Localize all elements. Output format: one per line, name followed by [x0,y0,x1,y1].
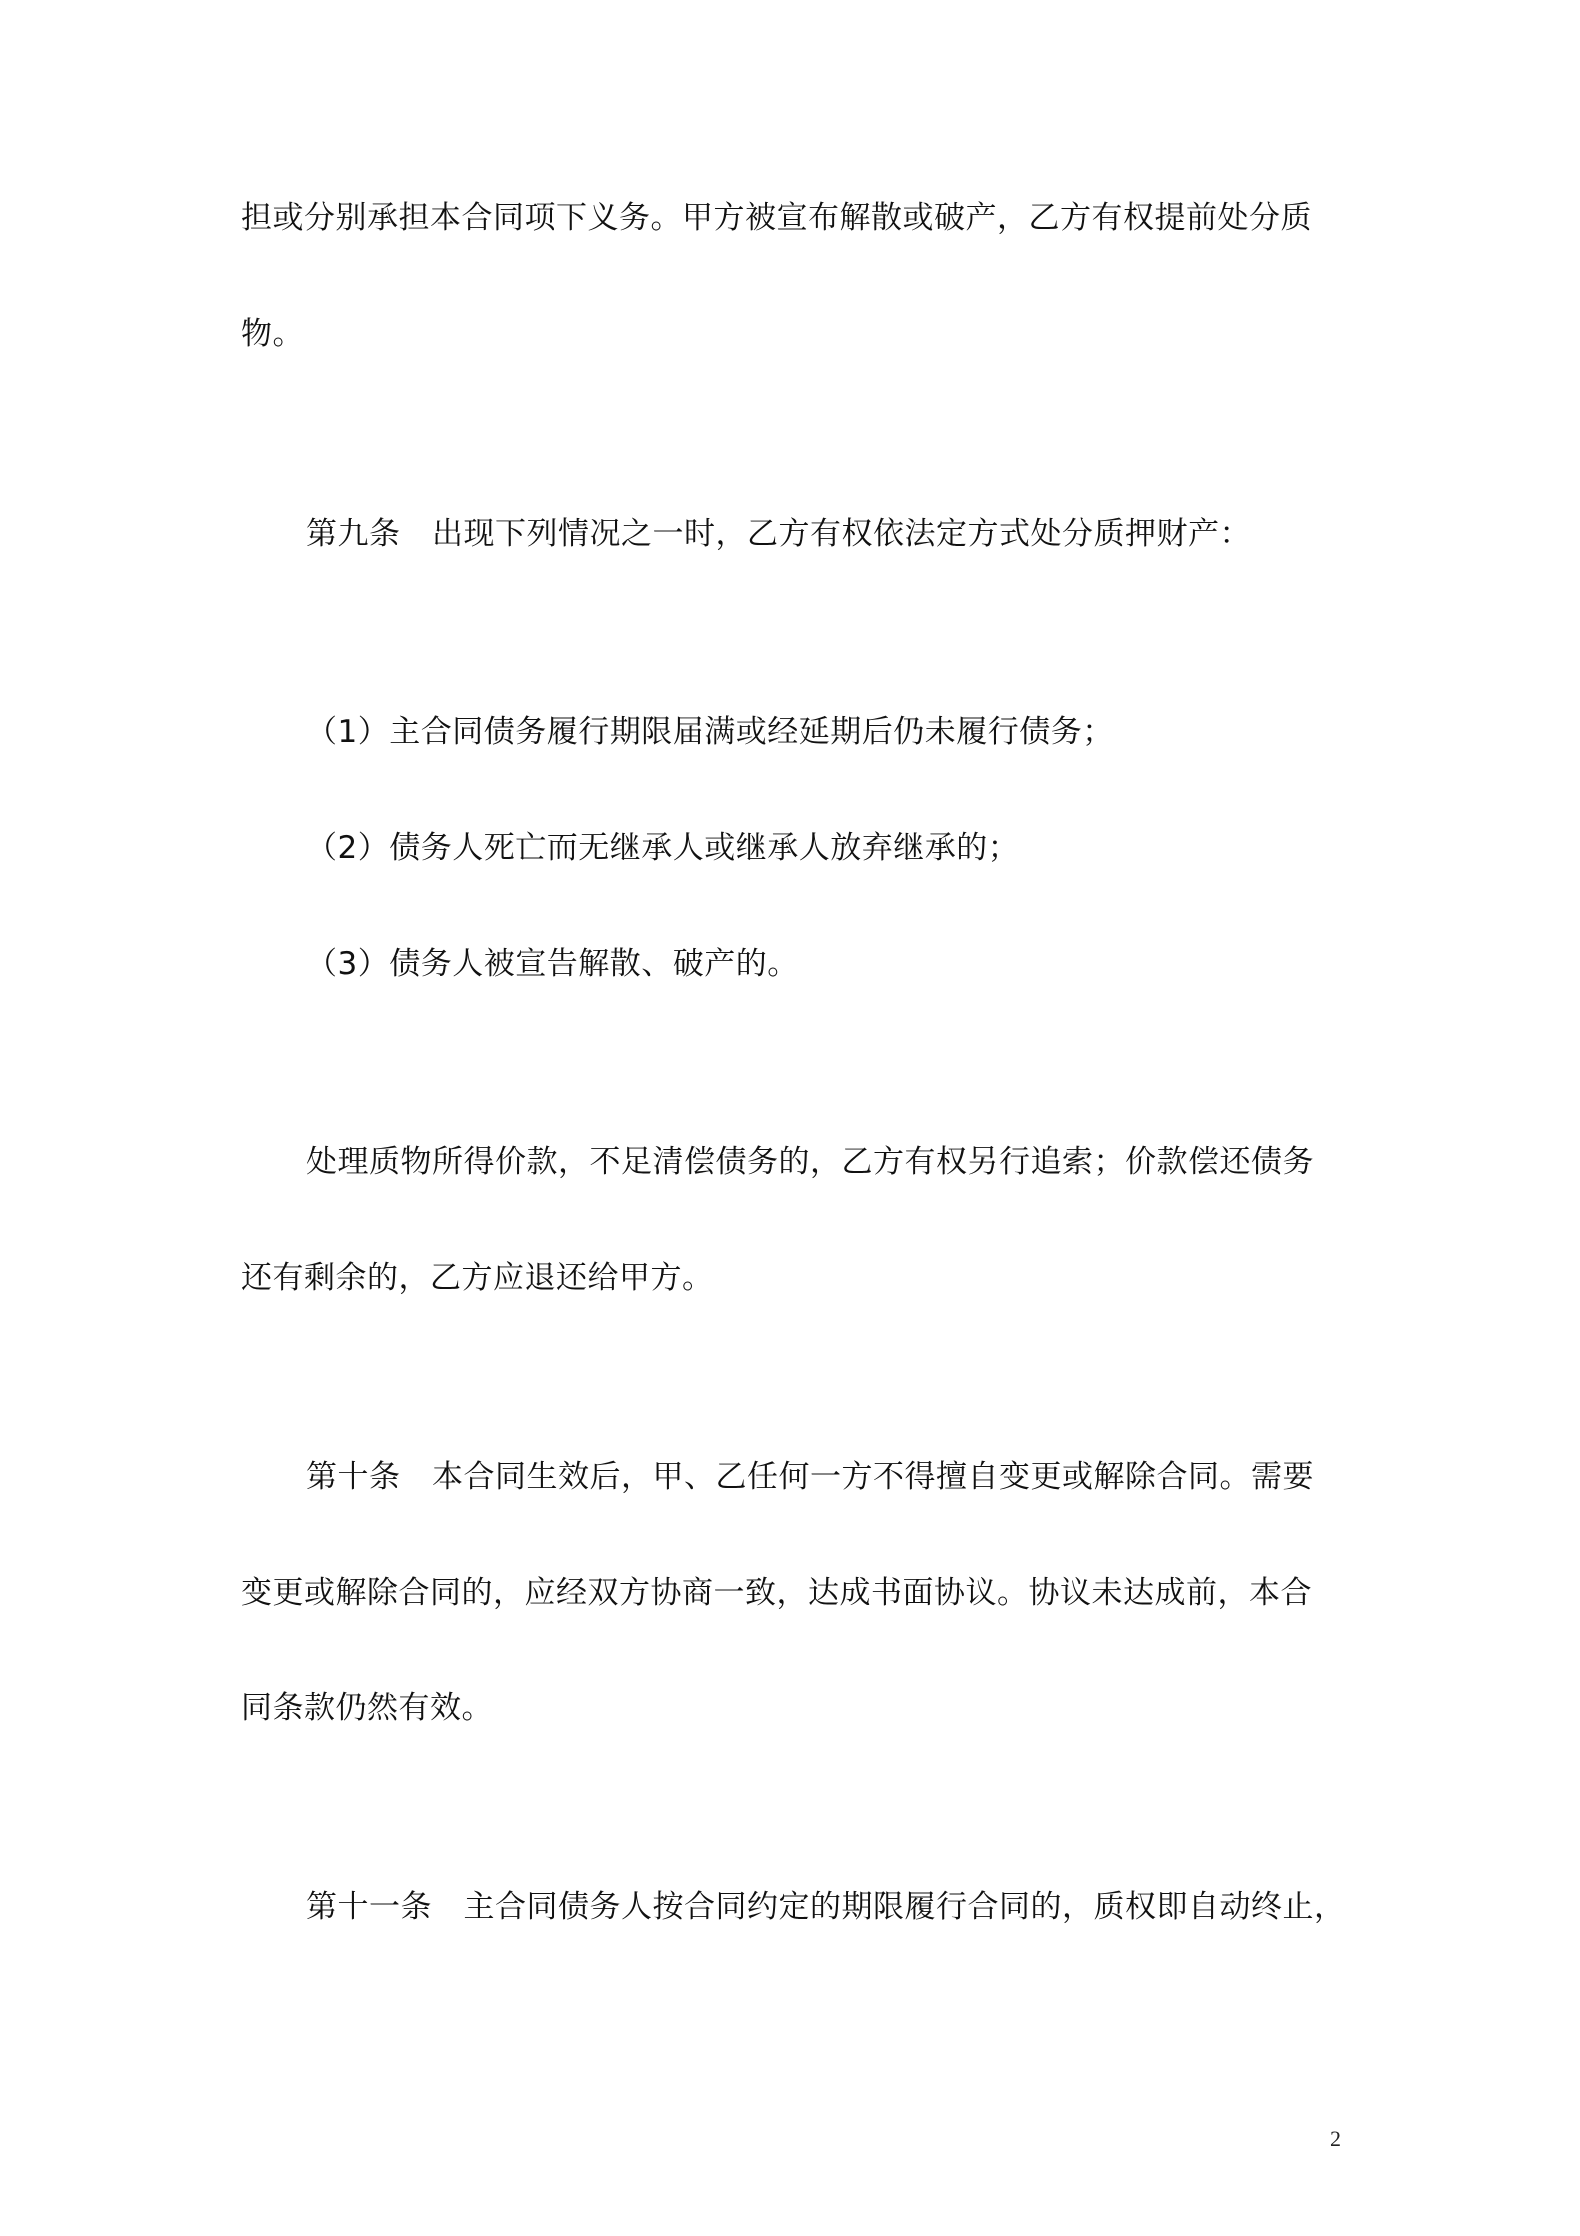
article-heading-line: 第十条 本合同生效后，甲、乙任何一方不得擅自变更或解除合同。需要 [306,1459,1314,1495]
list-item: （2）债务人死亡而无继承人或继承人放弃继承的； [306,830,1020,866]
paragraph-line: 同条款仍然有效。 [241,1690,493,1726]
paragraph-line: 变更或解除合同的，应经双方协商一致，达成书面协议。协议未达成前，本合 [241,1575,1312,1611]
article-heading-line: 第十一条 主合同债务人按合同约定的期限履行合同的，质权即自动终止， [306,1889,1346,1925]
paragraph-line: 处理质物所得价款，不足清偿债务的，乙方有权另行追索；价款偿还债务 [306,1144,1314,1180]
paragraph-line: 担或分别承担本合同项下义务。甲方被宣布解散或破产，乙方有权提前处分质 [241,200,1312,236]
list-item: （3）债务人被宣告解散、破产的。 [306,946,799,982]
article-heading-line: 第九条 出现下列情况之一时，乙方有权依法定方式处分质押财产： [306,516,1251,552]
list-item: （1）主合同债务履行期限届满或经延期后仍未履行债务； [306,714,1114,750]
page-number: 2 [1330,2126,1341,2151]
paragraph-line: 还有剩余的，乙方应退还给甲方。 [241,1260,714,1296]
paragraph-line: 物。 [241,316,304,352]
